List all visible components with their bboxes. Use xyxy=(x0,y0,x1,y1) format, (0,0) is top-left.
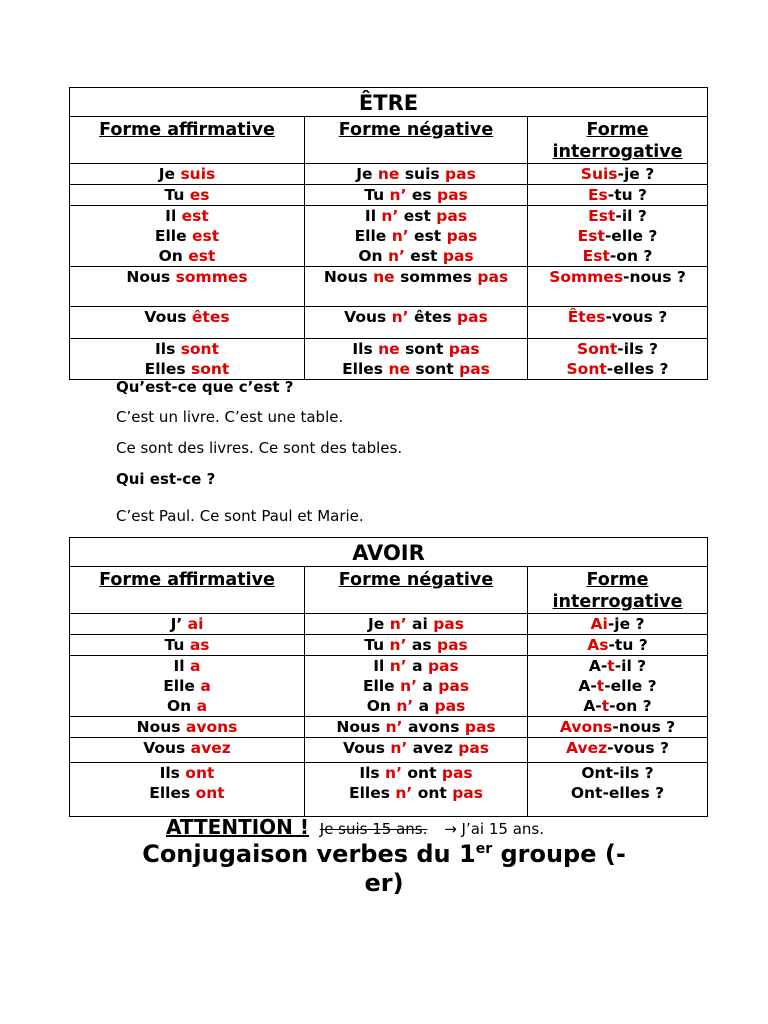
text-segment: Je xyxy=(158,165,181,183)
text-segment: J’ xyxy=(170,615,188,633)
text-segment: êtes xyxy=(408,308,458,326)
text-segment: Elles xyxy=(349,784,396,802)
etre-cell-interrogative xyxy=(528,267,708,307)
text-segment: Elles xyxy=(144,360,192,378)
highlighted-segment: n’ xyxy=(389,657,407,675)
text-segment: Tu xyxy=(164,636,190,654)
conjugation-line xyxy=(530,246,705,266)
text-segment: Elles xyxy=(149,784,196,802)
avoir-cell-affirmative xyxy=(70,614,305,635)
text-segment: -nous ? xyxy=(623,268,686,286)
text-segment: sommes xyxy=(394,268,478,286)
text-segment: a xyxy=(417,677,439,695)
text-segment: ont xyxy=(401,764,442,782)
text-segment: A- xyxy=(588,657,608,675)
conjugation-line xyxy=(307,656,525,676)
highlighted-segment: n’ xyxy=(390,739,408,757)
text-segment: -vous ? xyxy=(607,739,669,757)
conjugation-line xyxy=(72,614,302,634)
highlighted-segment: suis xyxy=(180,165,216,183)
text-segment: Elle xyxy=(362,677,401,695)
text-segment: est xyxy=(408,227,447,245)
avoir-cell-interrogative xyxy=(528,717,708,738)
conjugation-line xyxy=(530,738,705,758)
text-segment: Tu xyxy=(364,186,390,204)
avoir-title: AVOIR xyxy=(70,538,708,567)
text-segment: -on ? xyxy=(609,247,653,265)
table-row xyxy=(70,164,708,185)
highlighted-segment: pas xyxy=(436,636,468,654)
etre-cell-interrogative xyxy=(528,206,708,267)
conjugation-line xyxy=(72,246,302,266)
highlighted-segment: sont xyxy=(180,340,220,358)
conjugation-line xyxy=(307,246,525,266)
conjugation-line xyxy=(72,763,302,783)
highlighted-segment: Est xyxy=(582,247,610,265)
avoir-cell-interrogative xyxy=(528,614,708,635)
highlighted-segment: t xyxy=(596,677,605,695)
conjugation-line xyxy=(307,226,525,246)
highlighted-segment: n’ xyxy=(389,636,407,654)
highlighted-segment: pas xyxy=(427,657,459,675)
highlighted-segment: a xyxy=(200,677,211,695)
text-segment: Ils xyxy=(159,764,186,782)
conjugation-line xyxy=(307,717,525,737)
text-segment: Il xyxy=(364,207,382,225)
table-row xyxy=(70,763,708,817)
text-segment: Nous xyxy=(126,268,176,286)
conjugation-line xyxy=(72,717,302,737)
conjugation-line xyxy=(530,185,705,205)
text-segment: On xyxy=(358,247,388,265)
etre-title: ÊTRE xyxy=(70,88,708,117)
highlighted-segment: pas xyxy=(445,165,476,183)
etre-cell-interrogative xyxy=(528,339,708,380)
highlighted-segment: ont xyxy=(185,764,215,782)
avoir-cell-negative xyxy=(305,738,528,763)
avoir-header-affirmative: Forme affirmative xyxy=(70,567,305,614)
conjugation-line xyxy=(307,696,525,716)
wrong-example: Je suis 15 ans. xyxy=(319,820,428,838)
avoir-cell-affirmative xyxy=(70,656,305,717)
conjugation-line xyxy=(72,226,302,246)
text-segment: -on ? xyxy=(609,697,652,715)
highlighted-segment: sont xyxy=(191,360,230,378)
conjugation-line xyxy=(72,164,302,184)
text-segment: Elle xyxy=(163,677,201,695)
highlighted-segment: pas xyxy=(433,615,464,633)
conjugation-line xyxy=(530,307,705,327)
text-segment: Elle xyxy=(354,227,392,245)
conjugation-line xyxy=(307,206,525,226)
highlighted-segment: pas xyxy=(452,784,483,802)
text-segment: Je xyxy=(356,165,378,183)
highlighted-segment: pas xyxy=(477,268,509,286)
etre-cell-negative xyxy=(305,339,528,380)
text-segment: Vous xyxy=(344,308,392,326)
attention-note xyxy=(166,815,544,841)
example-people: C’est Paul. Ce sont Paul et Marie. xyxy=(116,507,364,525)
conjugation-line xyxy=(530,339,705,359)
text-segment: Ont-elles ? xyxy=(570,784,665,802)
avoir-cell-interrogative xyxy=(528,738,708,763)
text-segment: On xyxy=(166,697,197,715)
etre-cell-affirmative xyxy=(70,267,305,307)
highlighted-segment: ne xyxy=(373,268,395,286)
conjugation-line xyxy=(530,763,705,783)
text-segment: -elle ? xyxy=(604,677,657,695)
table-row xyxy=(70,717,708,738)
highlighted-segment: pas xyxy=(436,207,468,225)
avoir-cell-negative xyxy=(305,635,528,656)
example-plural: Ce sont des livres. Ce sont des tables. xyxy=(116,439,403,457)
text-segment: Elles xyxy=(342,360,389,378)
text-segment: Ils xyxy=(154,340,181,358)
text-segment: ont xyxy=(412,784,453,802)
etre-conjugation-table xyxy=(69,87,708,380)
text-segment: Vous xyxy=(144,308,192,326)
highlighted-segment: n’ xyxy=(385,718,403,736)
highlighted-segment: pas xyxy=(434,697,466,715)
highlighted-segment: pas xyxy=(438,677,470,695)
conjugation-line xyxy=(72,676,302,696)
highlighted-segment: est xyxy=(191,227,220,245)
text-segment: -elle ? xyxy=(604,227,658,245)
highlighted-segment: n’ xyxy=(391,227,409,245)
text-segment: Il xyxy=(165,207,182,225)
highlighted-segment: sommes xyxy=(175,268,248,286)
avoir-cell-negative xyxy=(305,614,528,635)
conjugation-line xyxy=(530,267,705,287)
highlighted-segment: pas xyxy=(459,360,490,378)
conjugation-line xyxy=(530,783,705,803)
text-segment: -il ? xyxy=(614,657,647,675)
text-segment: Ils xyxy=(352,340,379,358)
text-segment: as xyxy=(406,636,437,654)
text-segment: Nous xyxy=(323,268,374,286)
text-segment: -tu ? xyxy=(608,636,648,654)
highlighted-segment: n’ xyxy=(387,247,405,265)
highlighted-segment: pas xyxy=(458,739,490,757)
highlighted-segment: a xyxy=(196,697,208,715)
highlighted-segment: pas xyxy=(437,186,468,204)
conjugation-line xyxy=(530,656,705,676)
text-segment: sont xyxy=(410,360,460,378)
highlighted-segment: a xyxy=(190,657,201,675)
highlighted-segment: n’ xyxy=(391,308,409,326)
highlighted-segment: Es xyxy=(587,186,608,204)
conjugation-line xyxy=(530,676,705,696)
highlighted-segment: Sommes xyxy=(549,268,624,286)
table-row xyxy=(70,206,708,267)
question-who-is-it: Qui est-ce ? xyxy=(116,470,216,488)
highlighted-segment: ne xyxy=(377,165,400,183)
text-segment: Ils xyxy=(359,764,386,782)
conjugation-line xyxy=(72,738,302,758)
text-segment: -tu ? xyxy=(607,186,648,204)
attention-label: ATTENTION ! xyxy=(166,815,309,839)
heading-part1: Conjugaison verbes du 1 xyxy=(142,840,476,868)
conjugation-line xyxy=(530,226,705,246)
highlighted-segment: n’ xyxy=(400,677,417,695)
etre-header-negative: Forme négative xyxy=(305,117,528,164)
etre-cell-negative xyxy=(305,164,528,185)
highlighted-segment: ne xyxy=(378,340,400,358)
highlighted-segment: pas xyxy=(446,227,478,245)
avoir-conjugation-table xyxy=(69,537,708,817)
conjugation-line xyxy=(307,738,525,758)
table-row xyxy=(70,614,708,635)
highlighted-segment: pas xyxy=(448,340,480,358)
etre-header-affirmative: Forme affirmative xyxy=(70,117,305,164)
conjugation-line xyxy=(72,783,302,803)
highlighted-segment: Avez xyxy=(566,739,608,757)
highlighted-segment: Est xyxy=(577,227,605,245)
highlighted-segment: n’ xyxy=(385,764,402,782)
text-segment: Je xyxy=(368,615,390,633)
etre-cell-negative xyxy=(305,267,528,307)
text-segment: -je ? xyxy=(617,165,655,183)
conjugation-line xyxy=(307,676,525,696)
etre-cell-interrogative xyxy=(528,185,708,206)
heading-line2: er) xyxy=(364,869,404,897)
etre-cell-affirmative xyxy=(70,185,305,206)
etre-cell-negative xyxy=(305,185,528,206)
conjugation-line xyxy=(530,164,705,184)
avoir-cell-negative xyxy=(305,656,528,717)
highlighted-segment: as xyxy=(189,636,210,654)
highlighted-segment: As xyxy=(587,636,609,654)
text-segment: -ils ? xyxy=(617,340,658,358)
highlighted-segment: Sont xyxy=(566,360,607,378)
etre-cell-negative xyxy=(305,307,528,339)
heading-superscript: er xyxy=(475,841,493,857)
table-row xyxy=(70,656,708,717)
highlighted-segment: est xyxy=(188,247,216,265)
highlighted-segment: es xyxy=(189,186,210,204)
conjugation-line xyxy=(307,164,525,184)
highlighted-segment: avons xyxy=(185,718,238,736)
conjugation-line xyxy=(530,696,705,716)
table-row xyxy=(70,185,708,206)
text-segment: A- xyxy=(583,697,602,715)
avoir-cell-interrogative xyxy=(528,763,708,817)
etre-cell-affirmative xyxy=(70,164,305,185)
highlighted-segment: Sont xyxy=(577,340,618,358)
heading-part2: groupe (- xyxy=(492,840,626,868)
highlighted-segment: Avons xyxy=(559,718,613,736)
highlighted-segment: êtes xyxy=(191,308,230,326)
text-segment: Elle xyxy=(154,227,192,245)
highlighted-segment: pas xyxy=(457,308,488,326)
question-what-is-it: Qu’est-ce que c’est ? xyxy=(116,378,294,396)
text-segment: On xyxy=(366,697,397,715)
text-segment: est xyxy=(404,247,443,265)
text-segment: sont xyxy=(399,340,449,358)
avoir-cell-affirmative xyxy=(70,763,305,817)
avoir-cell-interrogative xyxy=(528,635,708,656)
table-row xyxy=(70,267,708,307)
conjugation-line xyxy=(72,635,302,655)
conjugation-line xyxy=(72,267,302,287)
text-segment: Il xyxy=(173,657,190,675)
conjugation-line xyxy=(72,656,302,676)
text-segment: suis xyxy=(399,165,446,183)
conjugation-line xyxy=(307,783,525,803)
etre-cell-affirmative xyxy=(70,307,305,339)
avoir-cell-affirmative xyxy=(70,738,305,763)
conjugation-line xyxy=(72,359,302,379)
table-row xyxy=(70,738,708,763)
conjugation-line xyxy=(72,307,302,327)
avoir-header-interrogative: Forme interrogative xyxy=(528,567,708,614)
text-segment: Vous xyxy=(143,739,191,757)
table-row xyxy=(70,307,708,339)
conjugation-line xyxy=(307,359,525,379)
text-segment: Vous xyxy=(342,739,391,757)
avoir-cell-affirmative xyxy=(70,635,305,656)
conjugation-line xyxy=(307,635,525,655)
text-segment: a xyxy=(413,697,435,715)
conjugation-line xyxy=(530,635,705,655)
text-segment: A- xyxy=(578,677,597,695)
highlighted-segment: ai xyxy=(187,615,204,633)
text-segment: On xyxy=(158,247,189,265)
text-segment: -je ? xyxy=(607,615,645,633)
highlighted-segment: avez xyxy=(190,739,231,757)
highlighted-segment: t xyxy=(607,657,615,675)
text-segment: avez xyxy=(407,739,459,757)
example-singular: C’est un livre. C’est une table. xyxy=(116,408,344,426)
conjugation-line xyxy=(530,359,705,379)
conjugation-line xyxy=(530,614,705,634)
text-segment: Nous xyxy=(336,718,386,736)
text-segment: Tu xyxy=(164,186,190,204)
highlighted-segment: t xyxy=(601,697,610,715)
highlighted-segment: Ai xyxy=(590,615,608,633)
text-segment: -vous ? xyxy=(605,308,668,326)
text-segment: ai xyxy=(406,615,434,633)
highlighted-segment: Suis xyxy=(580,165,618,183)
highlighted-segment: ne xyxy=(388,360,410,378)
highlighted-segment: n’ xyxy=(395,784,413,802)
text-segment: -il ? xyxy=(615,207,647,225)
highlighted-segment: pas xyxy=(464,718,496,736)
avoir-cell-affirmative xyxy=(70,717,305,738)
etre-header-interrogative: Forme interrogative xyxy=(528,117,708,164)
arrow-icon: → xyxy=(444,820,457,838)
text-segment: Ont-ils ? xyxy=(581,764,654,782)
etre-cell-interrogative xyxy=(528,164,708,185)
section-heading xyxy=(0,840,768,898)
table-row xyxy=(70,635,708,656)
conjugation-line xyxy=(307,307,525,327)
avoir-header-negative: Forme négative xyxy=(305,567,528,614)
highlighted-segment: ont xyxy=(195,784,225,802)
etre-cell-negative xyxy=(305,206,528,267)
conjugation-line xyxy=(307,763,525,783)
text-segment: Nous xyxy=(136,718,186,736)
text-segment: es xyxy=(406,186,437,204)
conjugation-line xyxy=(307,339,525,359)
table-row xyxy=(70,339,708,380)
text-segment: avons xyxy=(402,718,465,736)
avoir-cell-negative xyxy=(305,717,528,738)
text-segment: -nous ? xyxy=(612,718,676,736)
etre-cell-affirmative xyxy=(70,206,305,267)
text-segment: est xyxy=(398,207,437,225)
highlighted-segment: n’ xyxy=(389,615,407,633)
conjugation-line xyxy=(530,206,705,226)
text-segment: Tu xyxy=(364,636,390,654)
text-segment: Il xyxy=(373,657,390,675)
highlighted-segment: n’ xyxy=(389,186,407,204)
highlighted-segment: pas xyxy=(442,247,474,265)
conjugation-line xyxy=(307,614,525,634)
highlighted-segment: n’ xyxy=(381,207,399,225)
highlighted-segment: est xyxy=(181,207,209,225)
text-segment: a xyxy=(406,657,428,675)
avoir-cell-negative xyxy=(305,763,528,817)
conjugation-line xyxy=(530,717,705,737)
etre-cell-interrogative xyxy=(528,307,708,339)
conjugation-line xyxy=(72,696,302,716)
conjugation-line xyxy=(72,339,302,359)
etre-cell-affirmative xyxy=(70,339,305,380)
conjugation-line xyxy=(307,185,525,205)
conjugation-line xyxy=(307,267,525,287)
highlighted-segment: n’ xyxy=(396,697,414,715)
highlighted-segment: Est xyxy=(588,207,616,225)
highlighted-segment: Êtes xyxy=(567,308,606,326)
highlighted-segment: pas xyxy=(441,764,473,782)
conjugation-line xyxy=(72,185,302,205)
conjugation-line xyxy=(72,206,302,226)
correct-example: J’ai 15 ans. xyxy=(461,820,545,838)
avoir-cell-interrogative xyxy=(528,656,708,717)
text-segment: -elles ? xyxy=(606,360,669,378)
